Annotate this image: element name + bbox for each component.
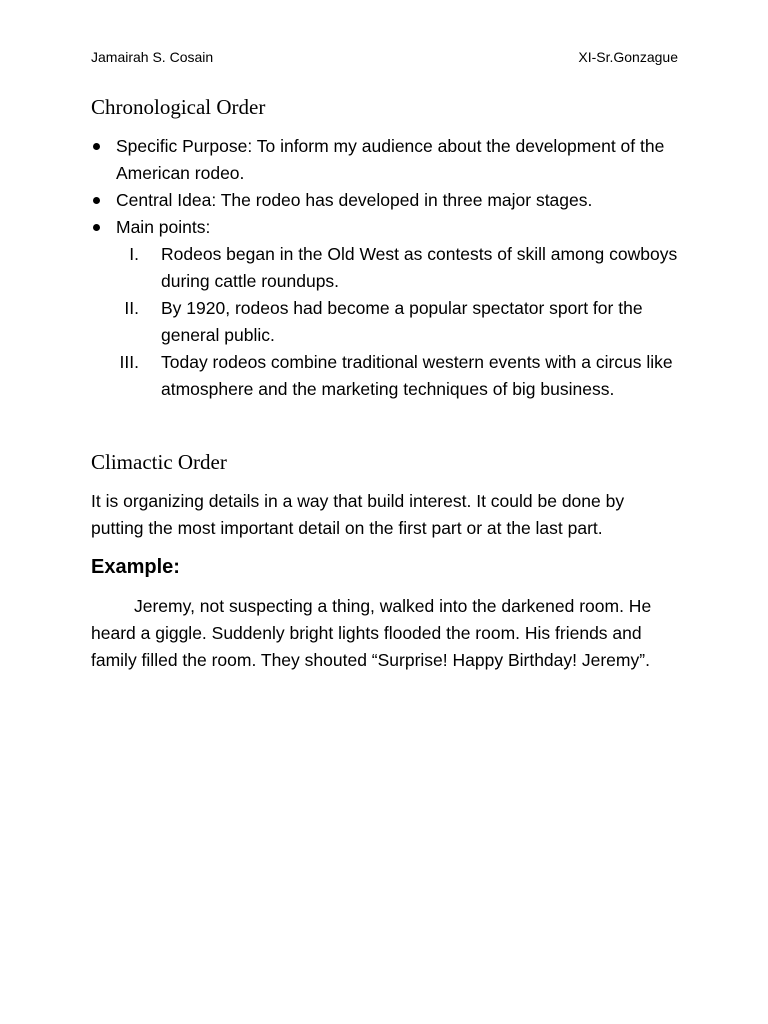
author-name: Jamairah S. Cosain — [91, 49, 214, 65]
bullet-main-points — [91, 214, 691, 403]
climactic-order-paragraph: It is organizing details in a way that build interest. It could be done by putting the most important detail on the first part or at the last part. — [91, 491, 625, 538]
roman-numeral: I. — [129, 244, 139, 264]
bullet-text: Specific Purpose: To inform my audience about the development of the American rodeo. — [116, 136, 665, 183]
roman-numeral: II. — [124, 298, 139, 318]
climactic-order-heading: Climactic Order — [91, 450, 227, 474]
bullet-text: Main points: — [116, 217, 211, 237]
main-point-item — [91, 349, 691, 403]
bullet-central-idea — [91, 187, 691, 214]
class-section: XI-Sr.Gonzague — [578, 49, 678, 65]
bullet-text: Central Idea: The rodeo has developed in three major stages. — [116, 190, 593, 210]
main-point-item — [91, 241, 691, 295]
main-point-item — [91, 295, 691, 349]
roman-numeral: III. — [119, 352, 139, 372]
main-points-list — [116, 241, 691, 403]
page-header — [91, 49, 678, 69]
example-label: Example: — [91, 556, 180, 578]
chronological-bullet-list — [91, 133, 691, 403]
bullet-icon — [93, 143, 100, 150]
main-point-text: Rodeos began in the Old West as contests of skill among cowboys during cattle roundups. — [161, 244, 678, 291]
main-point-text: Today rodeos combine traditional western events with a circus like atmosphere and the marketing techniques of big business. — [161, 352, 673, 399]
example-paragraph: Jeremy, not suspecting a thing, walked into the darkened room. He heard a giggle. Suddenly bright lights flooded the room. His friends and family filled the room. They shouted “Surprise! Happy Birthday! Jeremy”. — [91, 596, 652, 670]
bullet-specific-purpose — [91, 133, 691, 187]
main-point-text: By 1920, rodeos had become a popular spectator sport for the general public. — [161, 298, 643, 345]
bullet-icon — [93, 224, 100, 231]
chronological-order-heading: Chronological Order — [91, 95, 266, 119]
bullet-icon — [93, 197, 100, 204]
